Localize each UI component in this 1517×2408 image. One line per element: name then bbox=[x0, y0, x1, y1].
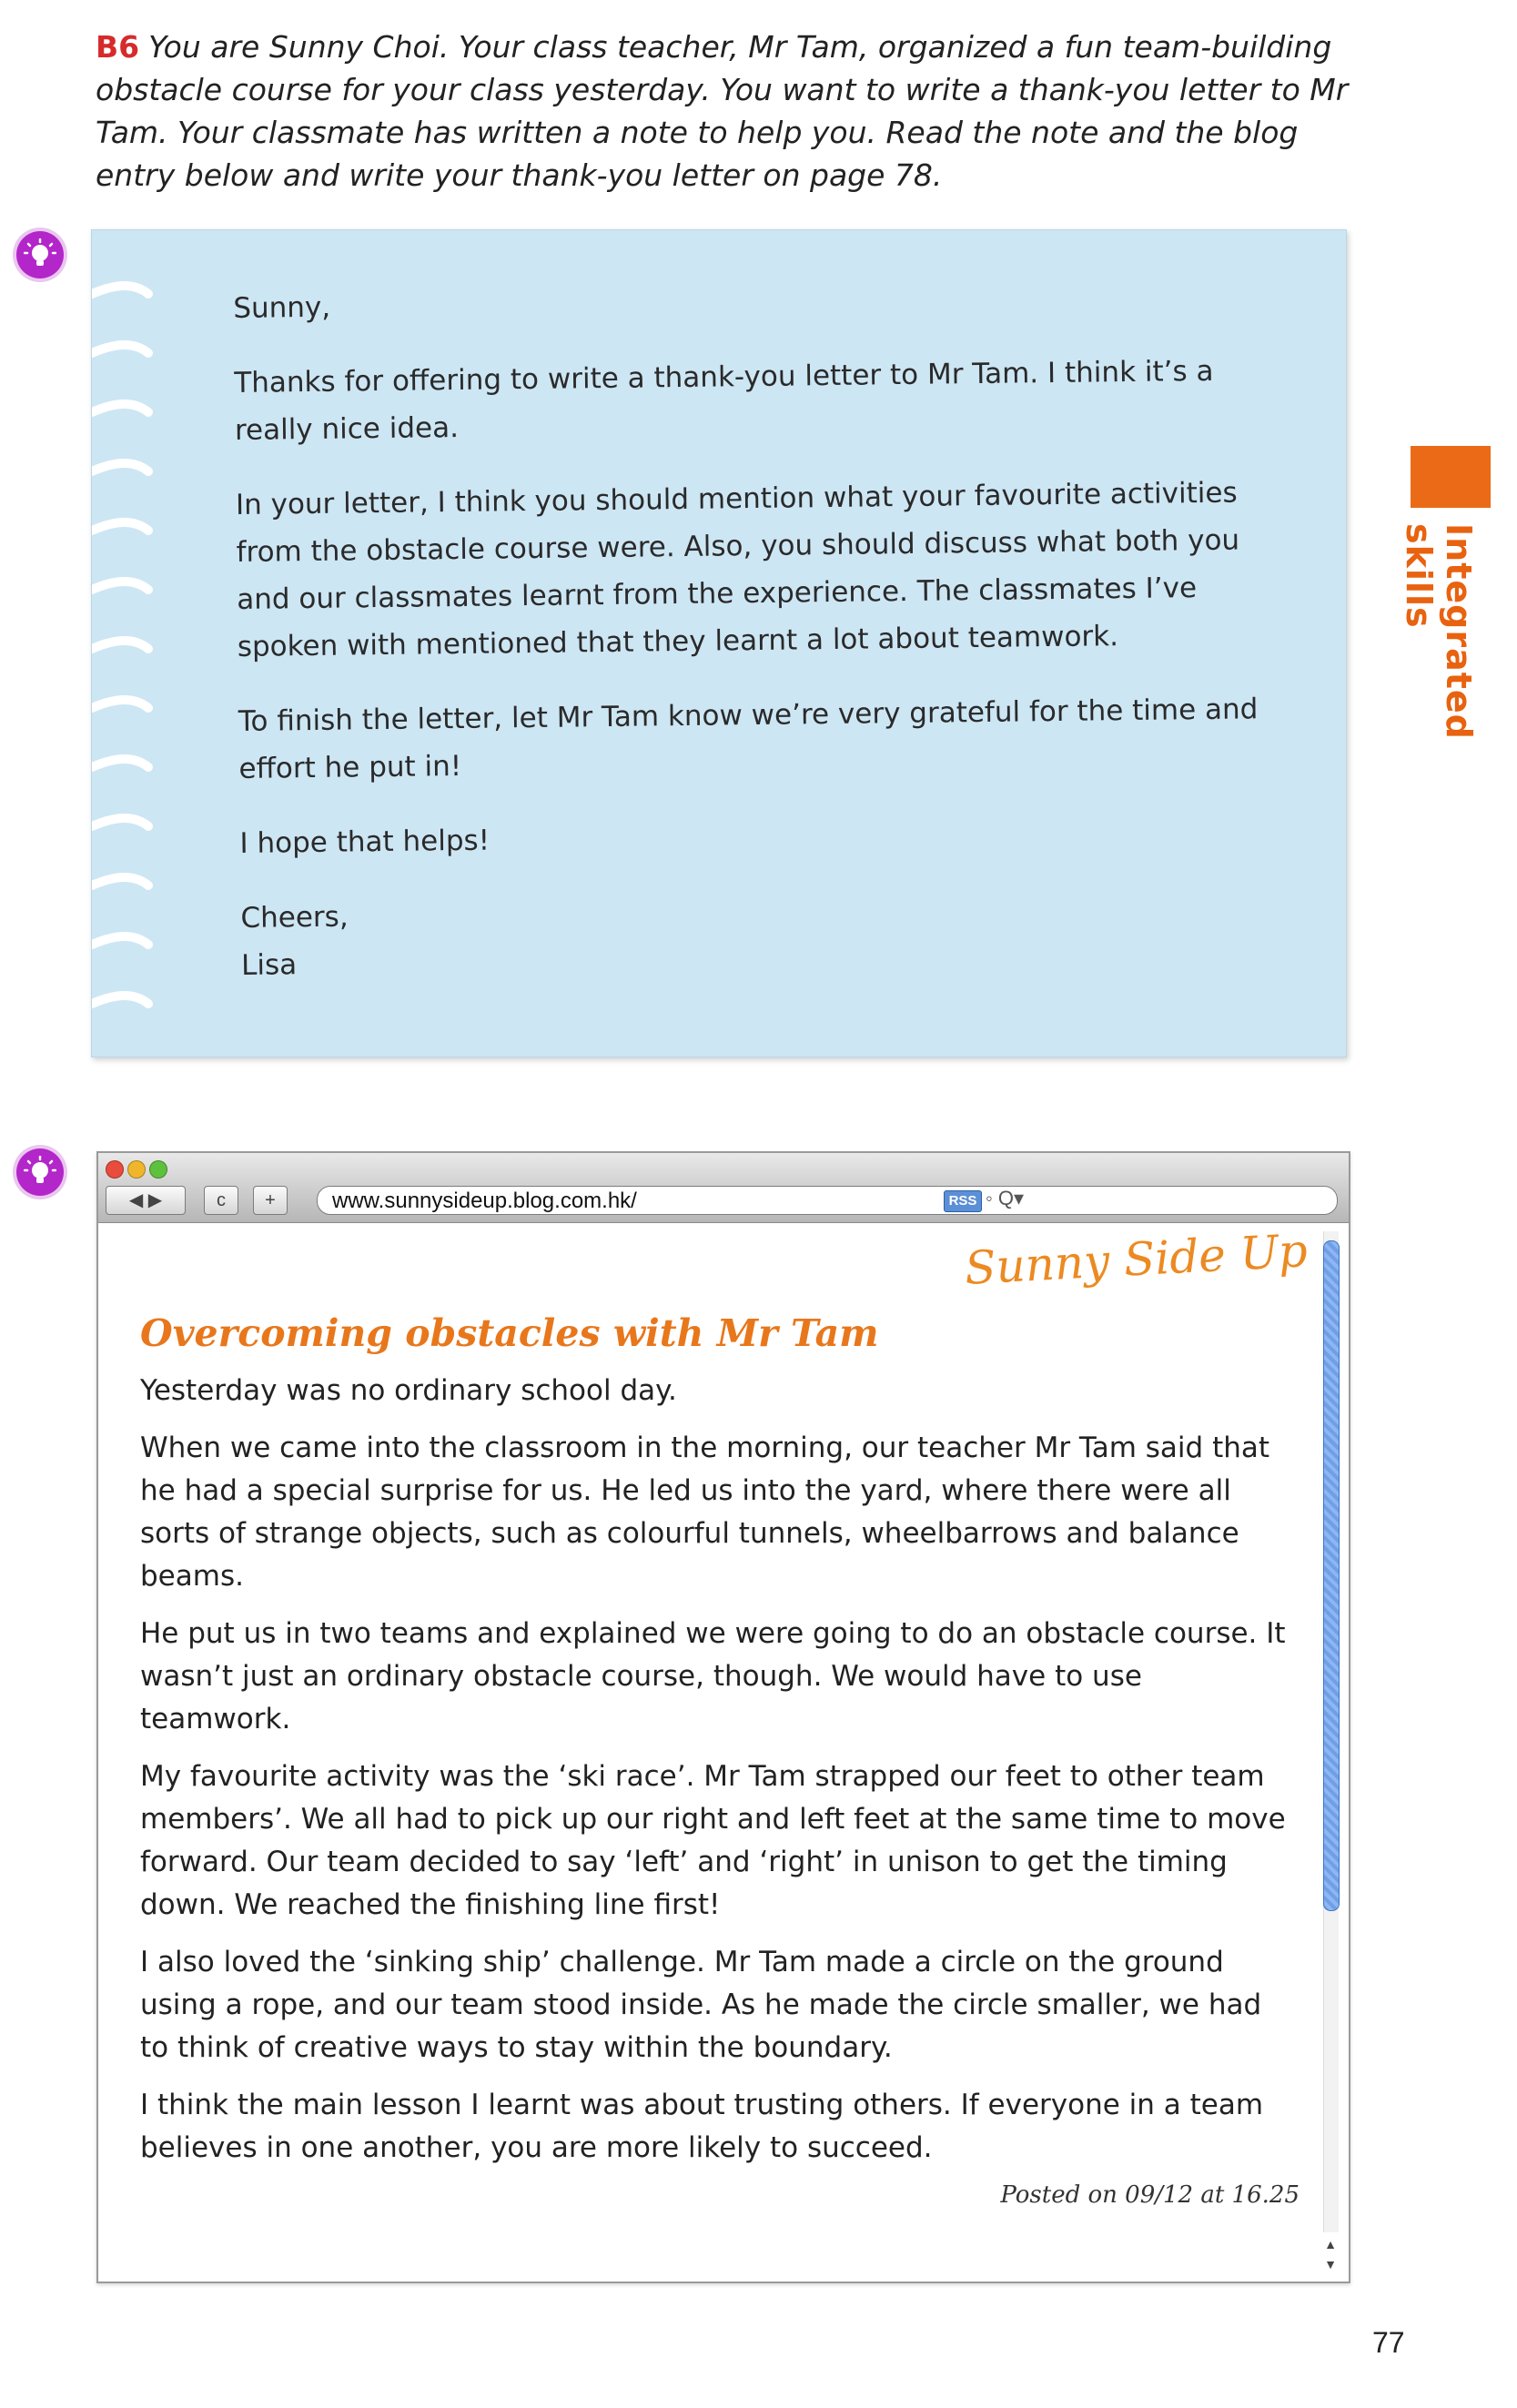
reload-button[interactable]: c bbox=[204, 1186, 238, 1215]
page-number: 77 bbox=[1372, 2326, 1405, 2359]
url-text[interactable]: www.sunnysideup.blog.com.hk/ bbox=[332, 1189, 637, 1213]
lightbulb-icon bbox=[16, 231, 64, 278]
blog-name: Sunny Side Up bbox=[963, 1224, 1310, 1295]
section-title: Integrated skills bbox=[1399, 523, 1479, 740]
blog-post-title: Overcoming obstacles with Mr Tam bbox=[140, 1311, 879, 1355]
scroll-up-icon[interactable]: ▲ bbox=[1324, 2237, 1337, 2251]
scrollbar-thumb[interactable] bbox=[1323, 1240, 1340, 1911]
posted-timestamp: Posted on 09/12 at 16.25 bbox=[1000, 2181, 1300, 2209]
lightbulb-icon bbox=[16, 1148, 64, 1196]
blog-paragraph: When we came into the classroom in the morning, our teacher Mr Tam said that he had a special surprise for us. He led us into the yard, where there were all sorts of strange objects, such as colourful tunnels, wheelbarrows and balance beams. bbox=[140, 1432, 1270, 1593]
task-text: You are Sunny Choi. Your class teacher, Mr Tam, organized a fun team-building obstacle course for your class yesterday. You want to write a thank-you letter to Mr Tam. Your classmate has written a note to help you. Read the note and the blog entry below and write your thank-you letter on page 78. bbox=[96, 29, 1349, 193]
task-instruction bbox=[96, 25, 1351, 197]
blog-post-body bbox=[140, 1370, 1296, 2184]
browser-window bbox=[96, 1151, 1350, 2283]
zoom-dot-icon[interactable] bbox=[149, 1160, 167, 1179]
task-label: B6 bbox=[96, 29, 140, 65]
blog-paragraph: He put us in two teams and explained we were going to do an obstacle course. It wasn’t just an ordinary obstacle course, though. We would have to use teamwork. bbox=[140, 1617, 1286, 1735]
note-paragraph: I hope that helps! bbox=[239, 824, 490, 860]
blog-paragraph: I think the main lesson I learnt was about trusting others. If everyone in a team believes in one another, you are more likely to succeed. bbox=[140, 2089, 1264, 2164]
scroll-down-icon[interactable]: ▼ bbox=[1324, 2257, 1337, 2271]
close-dot-icon[interactable] bbox=[106, 1160, 124, 1179]
blog-paragraph: My favourite activity was the ‘ski race’. Mr Tam strapped our feet to other team members’. We all had to pick up our right and left feet at the same time to move forward. Our team decided to say ‘left’ and ‘right’ in unison to get the timing down. We reached the finishing line first! bbox=[140, 1760, 1286, 1921]
back-forward-button[interactable]: ◀ ▶ bbox=[106, 1186, 186, 1215]
blog-paragraph: Yesterday was no ordinary school day. bbox=[140, 1374, 677, 1407]
browser-toolbar bbox=[98, 1153, 1349, 1223]
note-signature: Lisa bbox=[240, 948, 298, 982]
rss-icon[interactable]: RSS bbox=[944, 1190, 982, 1212]
note-paragraph: In your letter, I think you should mention what your favourite activities from the obstacle course were. Also, you should discuss what both you and our classmates learnt from the experience. The classmates I’ve spoken with mentioned that they learnt a lot about teamwork. bbox=[235, 476, 1240, 663]
section-tab-marker bbox=[1411, 446, 1491, 508]
note-paper bbox=[91, 229, 1347, 1057]
note-greeting: Sunny, bbox=[233, 290, 331, 325]
note-paragraph: To finish the letter, let Mr Tam know we’re very grateful for the time and effort he put in! bbox=[238, 693, 1259, 785]
note-text bbox=[233, 272, 1279, 989]
add-bookmark-button[interactable]: + bbox=[253, 1186, 288, 1215]
search-icon[interactable]: ◦ Q▾ bbox=[986, 1187, 1025, 1209]
address-bar[interactable] bbox=[317, 1186, 1338, 1215]
blog-paragraph: I also loved the ‘sinking ship’ challenge. Mr Tam made a circle on the ground using a rope, and our team stood inside. As he made the circle smaller, we had to think of creative ways to stay within the boundary. bbox=[140, 1946, 1262, 2064]
note-closing: Cheers, bbox=[240, 900, 349, 935]
note-paragraph: Thanks for offering to write a thank-you letter to Mr Tam. I think it’s a really nice idea. bbox=[234, 354, 1214, 447]
minimize-dot-icon[interactable] bbox=[127, 1160, 146, 1179]
notebook-rings bbox=[92, 230, 165, 1057]
